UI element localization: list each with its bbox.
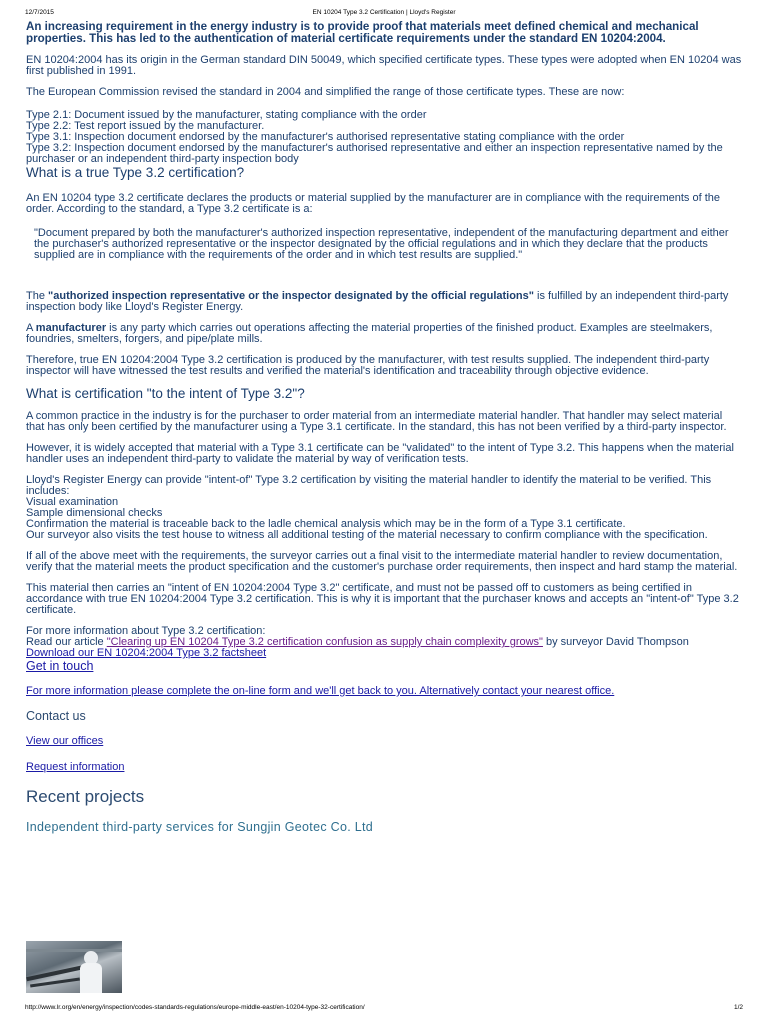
- heading-true-type-32: What is a true Type 3.2 certification?: [26, 165, 245, 180]
- manufacturer-paragraph: A manufacturer is any party which carries out operations affecting the material properties of the finished product. Examples are steelmakers, foundries, smelters, forgers, and pipe/plate mills.: [26, 322, 713, 345]
- origin-paragraph: EN 10204:2004 has its origin in the German standard DIN 50049, which specified certificate types. These types were adopted when EN 10204 was first published in 1991.: [26, 54, 742, 77]
- intent-certificate-paragraph: This material then carries an "intent of EN 10204:2004 Type 3.2" certificate, and must not be passed off to customers as being certified in accordance with true EN 10204:2004 Type 3.2 certification. This is why it is important that the purchaser knows and accepts an "intent-of" Type 3.2 certificate.: [26, 582, 739, 616]
- contact-heading: Contact us: [26, 709, 86, 723]
- standard-quote: "Document prepared by both the manufacturer's authorized inspection representative, independent of the manufacturing department and either the purchaser's authorized representative or the inspector designated by the official regulations and in which they declare that the products supplied are in compliance with the requirements of the order and in which test results are supplied.": [34, 227, 729, 261]
- article-body: [26, 21, 742, 834]
- more-info-text: For more information about Type 3.2 certification:: [26, 625, 266, 637]
- type-list: [26, 110, 742, 165]
- intent-of-paragraph: Lloyd's Register Energy can provide "intent-of" Type 3.2 certification by visiting the material handler to identify the material to be verified. This includes:: [26, 474, 712, 497]
- check-item: Visual examination: [26, 496, 119, 508]
- declares-paragraph: An EN 10204 type 3.2 certificate declares the products or material supplied by the manufacturer are in compliance with the requirements of the order. According to the standard, a Type 3.2 certificate is a:: [26, 192, 720, 215]
- print-title: EN 10204 Type 3.2 Certification | Lloyd's Register: [312, 9, 456, 16]
- type-item: Type 3.2: Inspection document endorsed by the manufacturer's authorised representative and either an inspection representative named by the purchaser or an independent third-party inspection body: [26, 142, 723, 165]
- recent-projects-heading: Recent projects: [26, 787, 145, 806]
- inspector-term: "authorized inspection representative or the inspector designated by the official regulations": [48, 290, 534, 302]
- checks-list: [26, 497, 742, 541]
- inspector-paragraph: The "authorized inspection representative or the inspector designated by the official regulations" is fulfilled by an independent third-party inspection body like Lloyd's Register Energy.: [26, 290, 729, 313]
- request-information-link[interactable]: Request information: [26, 761, 125, 773]
- check-item: Confirmation the material is traceable back to the ladle chemical analysis which may be in the form of a Type 3.1 certificate.: [26, 518, 626, 530]
- online-form-link[interactable]: For more information please complete the on-line form and we'll get back to you. Alternatively contact your nearest office.: [26, 685, 615, 697]
- type-item: Type 2.2: Test report issued by the manufacturer.: [26, 120, 265, 132]
- validated-paragraph: However, it is widely accepted that material with a Type 3.1 certificate can be "validated" to the intent of Type 3.2. This happens when the material handler uses an independent third-party to validate the material by way of verification tests.: [26, 442, 734, 465]
- heading-intent-type-32: What is certification "to the intent of Type 3.2"?: [26, 386, 305, 401]
- lead-paragraph: An increasing requirement in the energy industry is to provide proof that materials meet defined chemical and mechanical properties. This has led to the authentication of material certificate requirements under the standard EN 10204:2004.: [26, 20, 699, 45]
- check-item: Our surveyor also visits the test house to witness all additional testing of the material necessary to confirm compliance with the specification.: [26, 529, 708, 541]
- view-offices-link[interactable]: View our offices: [26, 735, 104, 747]
- final-visit-paragraph: If all of the above meet with the requirements, the surveyor carries out a final visit to the intermediate material handler to review documentation, verify that the material meets the product specification and the customer's purchase order requirements, then inspect and hard stamp the material.: [26, 550, 738, 573]
- print-url: http://www.lr.org/en/energy/inspection/codes-standards-regulations/europe-middle-east/en-10204-type-32-certification/: [25, 1004, 365, 1011]
- article-line: Read our article "Clearing up EN 10204 Type 3.2 certification confusion as supply chain complexity grows" by surveyor David Thompson: [26, 636, 689, 648]
- check-item: Sample dimensional checks: [26, 507, 163, 519]
- type-item: Type 2.1: Document issued by the manufacturer, stating compliance with the order: [26, 109, 427, 121]
- page-number: 1/2: [733, 1004, 743, 1011]
- get-in-touch-link[interactable]: Get in touch: [26, 659, 94, 673]
- article-link[interactable]: "Clearing up EN 10204 Type 3.2 certification confusion as supply chain complexity grows": [106, 636, 543, 648]
- manufacturer-term: manufacturer: [35, 322, 107, 334]
- common-practice-paragraph: A common practice in the industry is for the purchaser to order material from an intermediate material handler. That handler may select material that has only been certified by the manufacturer using a Type 3.1 certificate. In the standard, this has not been verified by a third-party inspector.: [26, 410, 727, 433]
- revised-paragraph: The European Commission revised the standard in 2004 and simplified the range of those certificate types. These are now:: [26, 86, 625, 98]
- type-item: Type 3.1: Inspection document endorsed by the manufacturer's authorised representative stating compliance with the order: [26, 131, 625, 143]
- project-photo[interactable]: [26, 941, 122, 993]
- print-date: 12/7/2015: [25, 9, 54, 16]
- therefore-paragraph: Therefore, true EN 10204:2004 Type 3.2 certification is produced by the manufacturer, with test results supplied. The independent third-party inspector will have witnessed the test results and verified the material's identification and traceability through objective evidence.: [26, 354, 710, 377]
- factsheet-download-link[interactable]: Download our EN 10204:2004 Type 3.2 factsheet: [26, 647, 267, 659]
- project-title[interactable]: Independent third-party services for Sungjin Geotec Co. Ltd: [26, 820, 374, 834]
